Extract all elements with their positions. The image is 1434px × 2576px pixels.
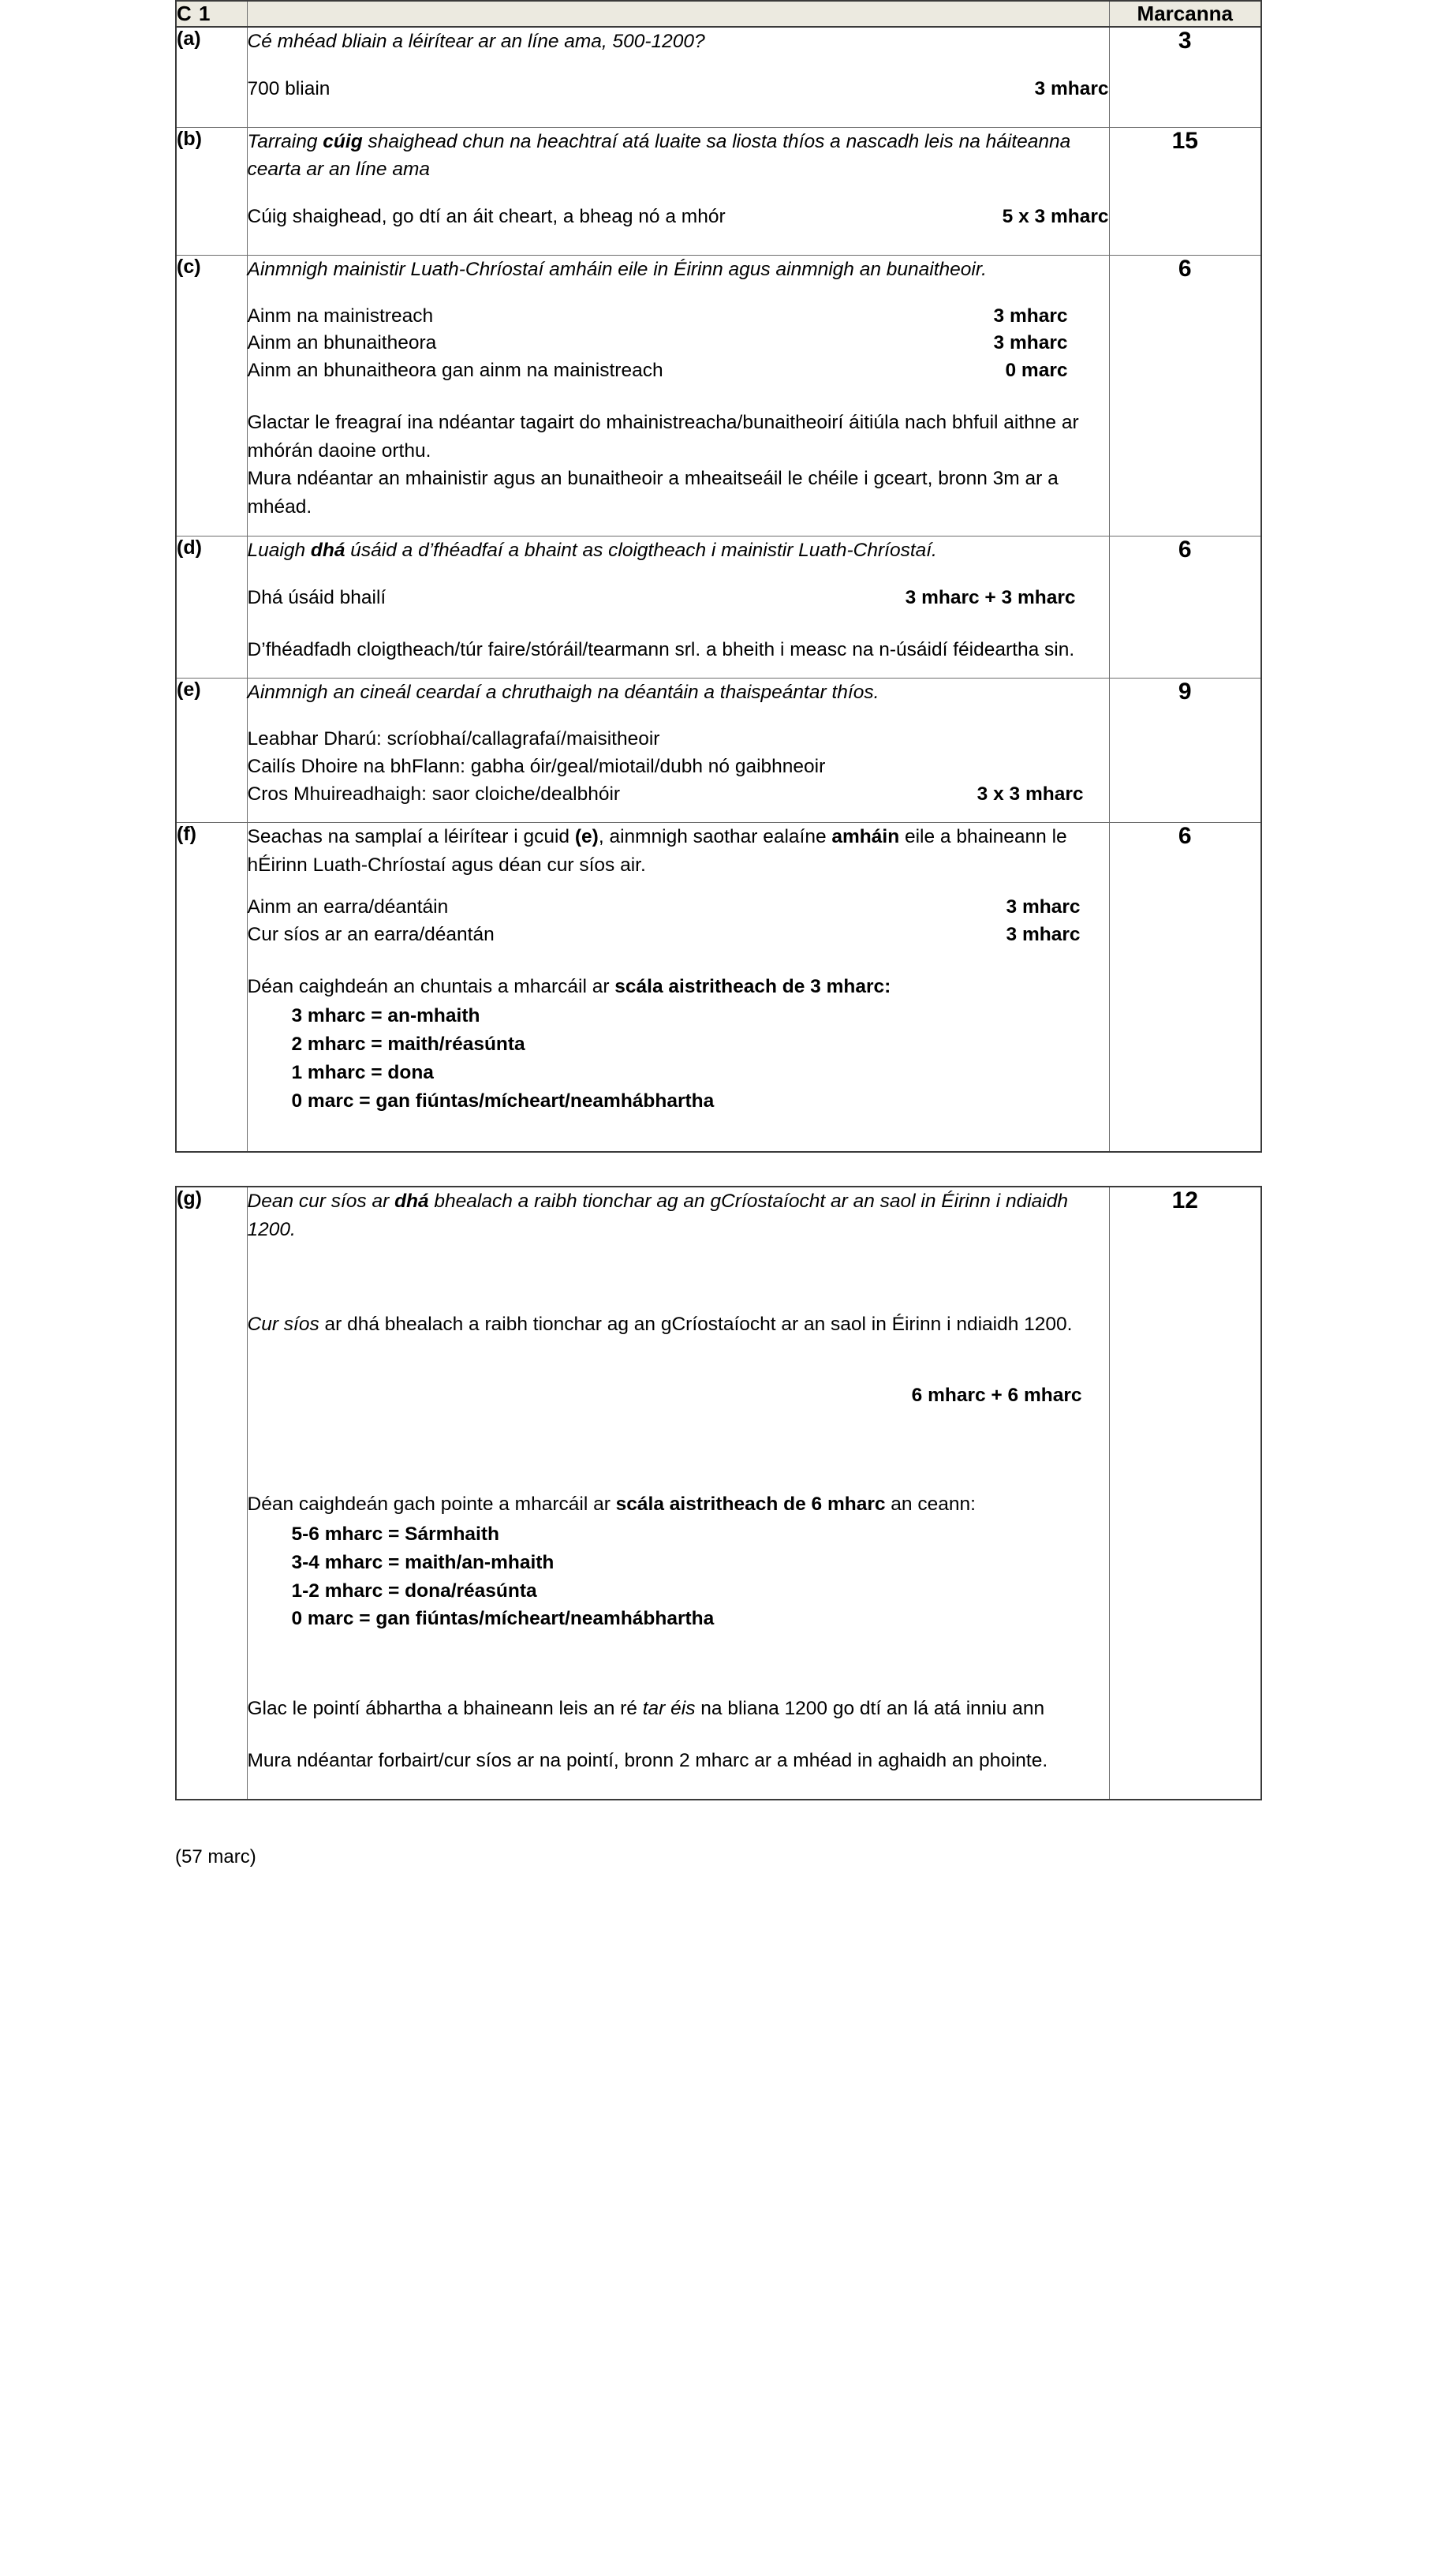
scale-item: 1 mharc = dona bbox=[291, 1061, 434, 1083]
answer-line bbox=[248, 584, 1109, 612]
answer-text: Cros Mhuireadhaigh: saor cloiche/dealbhóir bbox=[247, 783, 621, 805]
marking-scale-list-g bbox=[248, 1520, 1109, 1633]
scale-intro-post: an ceann: bbox=[885, 1494, 976, 1516]
stem-text-post: bhealach a raibh tionchar ag an gCríostaíocht ar an saol in Éirinn i ndiaidh 1200. bbox=[247, 1191, 1068, 1241]
answer-text-a: 700 bliain bbox=[247, 77, 330, 99]
marks-value-b: 15 bbox=[1109, 127, 1261, 255]
note-pre: Glac le pointí ábhartha a bhaineann leis an ré bbox=[247, 1698, 643, 1720]
question-stem-b bbox=[248, 128, 1109, 185]
question-letter-d: (d) bbox=[176, 537, 247, 679]
marking-note-one: D’fhéadfadh cloigtheach/túr faire/stóráil/tearmann srl. a bheith i measc na n-úsáidí féideartha sin. bbox=[247, 638, 1075, 660]
question-letter-a: (a) bbox=[176, 27, 247, 127]
stem-text-bold: dhá bbox=[310, 540, 345, 561]
answer-marks: 3 x 3 mharc bbox=[977, 783, 1084, 805]
answer-marks: 3 mharc bbox=[1006, 923, 1081, 945]
question-body-d bbox=[247, 537, 1109, 679]
question-stem-d bbox=[248, 537, 1109, 565]
marks-value-a: 3 bbox=[1109, 27, 1261, 127]
marking-note-one: Glactar le freagraí ina ndéantar tagairt do mhainistreacha/bunaitheoirí áitiúla nach bhfuil aithne ar mhórán daoine orthu. bbox=[247, 411, 1079, 462]
answer-line bbox=[248, 753, 1109, 781]
answer-text-b: Cúig shaighead, go dtí an áit cheart, a bheag nó a mhór bbox=[247, 206, 726, 228]
total-marks-note: (57 marc) bbox=[175, 1845, 256, 1868]
header-blank-cell bbox=[247, 1, 1109, 27]
marking-scheme-table-one bbox=[175, 0, 1262, 1153]
answer-text: Ainm an bhunaitheora gan ainm na mainistreach bbox=[247, 360, 663, 382]
scale-item: 5-6 mharc = Sármhaith bbox=[291, 1524, 499, 1546]
answer-line bbox=[248, 203, 1109, 231]
marks-value-f: 6 bbox=[1109, 823, 1261, 1152]
marks-column-header: Marcanna bbox=[1109, 1, 1261, 27]
answer-marks: 3 mharc bbox=[993, 305, 1068, 327]
marking-scheme-table-two-wrapper bbox=[175, 1186, 1260, 1800]
stem-part-1: Seachas na samplaí a léirítear i gcuid bbox=[247, 826, 575, 848]
stem-part-3: eile a bhaineann le hÉirinn Luath-Chríostaí agus déan cur síos air. bbox=[247, 826, 1067, 877]
stem-text-bold: cúig bbox=[323, 130, 363, 152]
table-row bbox=[176, 537, 1261, 679]
stem-text-pre: Dean cur síos ar bbox=[247, 1191, 395, 1213]
answer-marks-a: 3 mharc bbox=[1034, 77, 1109, 99]
note-post: na bliana 1200 go dtí an lá atá inniu ann bbox=[695, 1698, 1045, 1720]
answer-text: Ainm an bhunaitheora bbox=[247, 332, 437, 354]
question-stem-c: Ainmnigh mainistir Luath-Chríostaí amháin eile in Éirinn agus ainmnigh an bunaitheoir. bbox=[247, 258, 987, 280]
question-stem-g bbox=[248, 1187, 1109, 1244]
stem-part-2: , ainmnigh saothar ealaíne bbox=[598, 826, 832, 848]
question-stem-f bbox=[248, 823, 1109, 880]
note-italic: tar éis bbox=[642, 1698, 696, 1720]
stem-text-post: úsáid a d’fhéadfaí a bhaint as cloigtheach i mainistir Luath-Chríostaí. bbox=[345, 540, 937, 561]
marking-note-two-g: Mura ndéantar forbairt/cur síos ar na pointí, bronn 2 mharc ar a mhéad in aghaidh an phointe. bbox=[247, 1749, 1048, 1771]
scale-item: 0 marc = gan fiúntas/mícheart/neamhábhartha bbox=[291, 1608, 715, 1630]
restated-italic-lead: Cur síos bbox=[247, 1313, 319, 1335]
table-row bbox=[176, 255, 1261, 536]
answer-text-d: Dhá úsáid bhailí bbox=[247, 586, 387, 608]
marking-scheme-table-one-wrapper bbox=[175, 0, 1260, 1153]
scale-intro-f bbox=[248, 973, 1109, 1001]
answer-line bbox=[248, 922, 1109, 949]
answer-line bbox=[248, 726, 1109, 753]
answer-line bbox=[248, 330, 1109, 357]
question-stem-a: Cé mhéad bliain a léirítear ar an líne ama, 500-1200? bbox=[247, 31, 705, 52]
answer-marks-b: 5 x 3 mharc bbox=[1002, 206, 1109, 228]
stem-text-post: shaighead chun na heachtraí atá luaite sa liosta thíos a nascadh leis na háiteanna cearta ar an líne ama bbox=[247, 130, 1071, 181]
marks-value-d: 6 bbox=[1109, 537, 1261, 679]
marking-note-two: Mura ndéantar an mhainistir agus an bunaitheoir a mheaitseáil le chéile i gceart, bronn 3m ar a mhéad. bbox=[247, 468, 1059, 518]
scale-item: 2 mharc = maith/réasúnta bbox=[291, 1034, 525, 1056]
scale-item: 0 marc = gan fiúntas/mícheart/neamhábhartha bbox=[291, 1090, 715, 1112]
scale-intro-g bbox=[248, 1490, 1109, 1519]
answer-line bbox=[248, 75, 1109, 103]
question-letter-c: (c) bbox=[176, 255, 247, 536]
question-body-b bbox=[247, 127, 1109, 255]
answer-marks: 3 mharc bbox=[993, 332, 1068, 354]
scale-intro-post: : bbox=[884, 975, 891, 997]
scale-item: 1-2 mharc = dona/réasúnta bbox=[291, 1580, 537, 1602]
marking-scheme-table-two bbox=[175, 1186, 1262, 1800]
restated-rest: ar dhá bhealach a raibh tionchar ag an gCríostaíocht ar an saol in Éirinn i ndiaidh 1200. bbox=[319, 1313, 1073, 1335]
answer-text: Ainm an earra/déantáin bbox=[247, 895, 449, 918]
scale-item: 3 mharc = an-mhaith bbox=[291, 1005, 480, 1027]
marking-note-one-g bbox=[248, 1695, 1109, 1723]
answer-text: Cailís Dhoire na bhFlann: gabha óir/geal/miotail/dubh nó gaibhneoir bbox=[247, 755, 826, 777]
stem-text-pre: Luaigh bbox=[247, 540, 311, 561]
question-stem-e: Ainmnigh an cineál ceardaí a chruthaigh na déantáin a thaispeántar thíos. bbox=[247, 682, 879, 704]
answer-line bbox=[248, 303, 1109, 331]
answer-line bbox=[248, 357, 1109, 385]
stem-text-pre: Tarraing bbox=[247, 130, 323, 152]
question-body-a bbox=[247, 27, 1109, 127]
restated-question-g bbox=[248, 1310, 1109, 1339]
scale-intro-bold: scála aistritheach de 6 mharc bbox=[615, 1494, 886, 1516]
marks-value-c: 6 bbox=[1109, 255, 1261, 536]
answer-marks: 3 mharc bbox=[1006, 895, 1081, 918]
question-letter-e: (e) bbox=[176, 679, 247, 823]
scale-intro-pre: Déan caighdeán gach pointe a mharcáil ar bbox=[247, 1494, 616, 1516]
question-letter-f: (f) bbox=[176, 823, 247, 1152]
scale-item: 3-4 mharc = maith/an-mhaith bbox=[291, 1551, 555, 1573]
question-letter-b: (b) bbox=[176, 127, 247, 255]
answer-marks-d: 3 mharc + 3 mharc bbox=[905, 586, 1076, 608]
question-body-f bbox=[247, 823, 1109, 1152]
table-header-row bbox=[176, 1, 1261, 27]
answer-line bbox=[248, 894, 1109, 922]
table-row bbox=[176, 679, 1261, 823]
stem-ref-e: (e) bbox=[574, 826, 599, 848]
table-row bbox=[176, 27, 1261, 127]
stem-bold-amhain: amháin bbox=[831, 826, 900, 848]
question-letter-g: (g) bbox=[176, 1187, 247, 1799]
answer-line bbox=[248, 781, 1109, 809]
marks-value-e: 9 bbox=[1109, 679, 1261, 823]
table-row bbox=[176, 127, 1261, 255]
question-body-e bbox=[247, 679, 1109, 823]
answer-text: Leabhar Dharú: scríobhaí/callagrafaí/maisitheoir bbox=[247, 728, 660, 750]
answer-text: Cur síos ar an earra/déantán bbox=[247, 923, 495, 945]
table-row bbox=[176, 1187, 1261, 1799]
restated-marks-g: 6 mharc + 6 mharc bbox=[911, 1385, 1082, 1407]
answer-text: Ainm na mainistreach bbox=[247, 305, 434, 327]
scale-intro-pre: Déan caighdeán an chuntais a mharcáil ar bbox=[247, 975, 615, 997]
marking-scale-list-f bbox=[248, 1002, 1109, 1115]
question-body-c bbox=[247, 255, 1109, 536]
table-row bbox=[176, 823, 1261, 1152]
answer-marks: 0 marc bbox=[1005, 360, 1068, 382]
scale-intro-bold: scála aistritheach de 3 mharc bbox=[614, 975, 885, 997]
marks-value-g: 12 bbox=[1109, 1187, 1261, 1799]
question-body-g bbox=[247, 1187, 1109, 1799]
stem-text-bold: dhá bbox=[394, 1191, 429, 1213]
question-code: C 1 bbox=[176, 1, 247, 27]
